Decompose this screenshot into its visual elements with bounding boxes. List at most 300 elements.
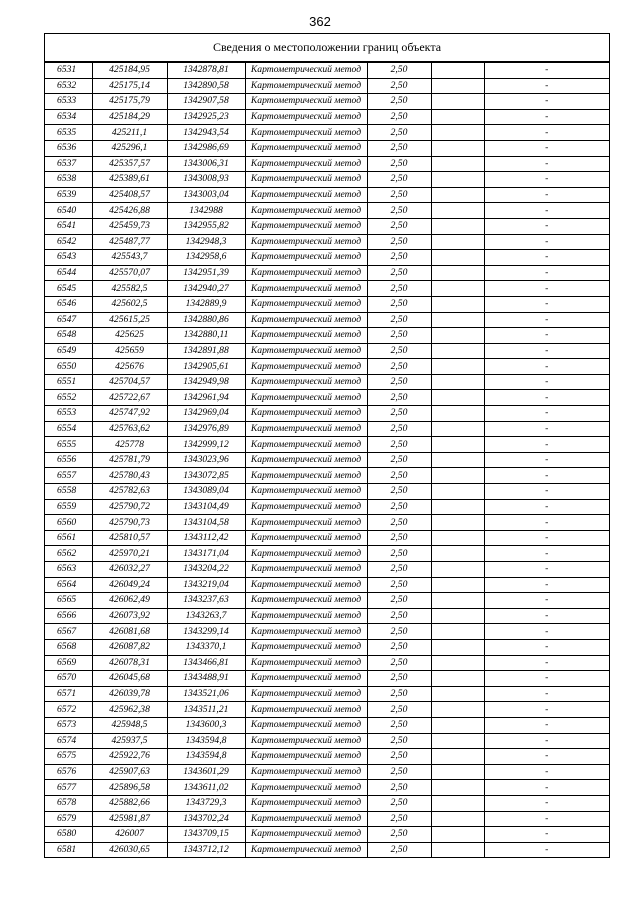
method-cell: Картометрический метод [245, 406, 367, 422]
table-row [45, 468, 609, 484]
coordinate-x-cell: 426062,49 [92, 593, 167, 609]
accuracy-cell: 2,50 [367, 312, 431, 328]
coordinate-x-cell: 425582,5 [92, 281, 167, 297]
coordinate-x-cell: 425907,63 [92, 764, 167, 780]
description-cell: - [484, 515, 609, 531]
blank-cell-cell [431, 593, 484, 609]
coordinate-x-cell: 425175,79 [92, 94, 167, 110]
point-number-cell: 6533 [45, 94, 92, 110]
table-row [45, 546, 609, 562]
table-row [45, 733, 609, 749]
coordinate-x-cell: 425722,67 [92, 390, 167, 406]
coordinate-x-cell: 425615,25 [92, 312, 167, 328]
description-cell: - [484, 203, 609, 219]
table-row [45, 593, 609, 609]
description-cell: - [484, 63, 609, 79]
point-number-cell: 6555 [45, 437, 92, 453]
description-cell: - [484, 671, 609, 687]
method-cell: Картометрический метод [245, 343, 367, 359]
coordinate-y-cell: 1342943,54 [167, 125, 245, 141]
coordinate-y-cell: 1343712,12 [167, 842, 245, 857]
coordinate-y-cell: 1343204,22 [167, 562, 245, 578]
method-cell: Картометрический метод [245, 265, 367, 281]
point-number-cell: 6546 [45, 296, 92, 312]
blank-cell-cell [431, 780, 484, 796]
point-number-cell: 6532 [45, 78, 92, 94]
method-cell: Картометрический метод [245, 312, 367, 328]
coordinate-y-cell: 1342940,27 [167, 281, 245, 297]
point-number-cell: 6543 [45, 250, 92, 266]
coordinate-y-cell: 1343709,15 [167, 827, 245, 843]
table-row [45, 265, 609, 281]
point-number-cell: 6577 [45, 780, 92, 796]
blank-cell-cell [431, 546, 484, 562]
accuracy-cell: 2,50 [367, 343, 431, 359]
coordinate-x-cell: 425882,66 [92, 795, 167, 811]
table-row [45, 234, 609, 250]
blank-cell-cell [431, 608, 484, 624]
table-row [45, 218, 609, 234]
accuracy-cell: 2,50 [367, 468, 431, 484]
table-row [45, 78, 609, 94]
point-number-cell: 6553 [45, 406, 92, 422]
coordinate-y-cell: 1342988 [167, 203, 245, 219]
coordinate-x-cell: 426049,24 [92, 577, 167, 593]
accuracy-cell: 2,50 [367, 63, 431, 79]
description-cell: - [484, 702, 609, 718]
table-row [45, 702, 609, 718]
method-cell: Картометрический метод [245, 530, 367, 546]
coordinate-y-cell: 1343466,81 [167, 655, 245, 671]
table-row [45, 172, 609, 188]
blank-cell-cell [431, 733, 484, 749]
table-row [45, 530, 609, 546]
coordinate-y-cell: 1343299,14 [167, 624, 245, 640]
method-cell: Картометрический метод [245, 468, 367, 484]
page-number: 362 [309, 14, 331, 29]
coordinate-y-cell: 1343219,04 [167, 577, 245, 593]
table-row [45, 671, 609, 687]
accuracy-cell: 2,50 [367, 795, 431, 811]
blank-cell-cell [431, 811, 484, 827]
accuracy-cell: 2,50 [367, 156, 431, 172]
point-number-cell: 6552 [45, 390, 92, 406]
point-number-cell: 6578 [45, 795, 92, 811]
description-cell: - [484, 250, 609, 266]
coordinate-y-cell: 1343594,8 [167, 733, 245, 749]
method-cell: Картометрический метод [245, 562, 367, 578]
table-row [45, 811, 609, 827]
coordinate-y-cell: 1342907,58 [167, 94, 245, 110]
accuracy-cell: 2,50 [367, 499, 431, 515]
method-cell: Картометрический метод [245, 218, 367, 234]
coordinate-x-cell: 425747,92 [92, 406, 167, 422]
method-cell: Картометрический метод [245, 577, 367, 593]
table-row [45, 608, 609, 624]
coordinate-x-cell: 425296,1 [92, 140, 167, 156]
accuracy-cell: 2,50 [367, 265, 431, 281]
blank-cell-cell [431, 639, 484, 655]
coordinate-y-cell: 1343370,1 [167, 639, 245, 655]
table-row [45, 562, 609, 578]
coordinate-x-cell: 425459,73 [92, 218, 167, 234]
blank-cell-cell [431, 374, 484, 390]
description-cell: - [484, 406, 609, 422]
blank-cell-cell [431, 218, 484, 234]
coordinate-x-cell: 425780,43 [92, 468, 167, 484]
point-number-cell: 6542 [45, 234, 92, 250]
accuracy-cell: 2,50 [367, 484, 431, 500]
method-cell: Картометрический метод [245, 452, 367, 468]
table-row [45, 109, 609, 125]
method-cell: Картометрический метод [245, 608, 367, 624]
point-number-cell: 6559 [45, 499, 92, 515]
description-cell: - [484, 562, 609, 578]
table-row [45, 515, 609, 531]
coordinate-x-cell: 426032,27 [92, 562, 167, 578]
coordinate-x-cell: 425570,07 [92, 265, 167, 281]
table-row [45, 780, 609, 796]
accuracy-cell: 2,50 [367, 94, 431, 110]
point-number-cell: 6537 [45, 156, 92, 172]
coordinate-y-cell: 1342951,39 [167, 265, 245, 281]
description-cell: - [484, 686, 609, 702]
method-cell: Картометрический метод [245, 109, 367, 125]
table-row [45, 795, 609, 811]
description-cell: - [484, 795, 609, 811]
accuracy-cell: 2,50 [367, 780, 431, 796]
coordinate-x-cell: 425426,88 [92, 203, 167, 219]
boundary-coordinates-table [45, 62, 609, 857]
description-cell: - [484, 639, 609, 655]
table-row [45, 312, 609, 328]
method-cell: Картометрический метод [245, 515, 367, 531]
accuracy-cell: 2,50 [367, 702, 431, 718]
blank-cell-cell [431, 172, 484, 188]
method-cell: Картометрический метод [245, 546, 367, 562]
coordinate-y-cell: 1342948,3 [167, 234, 245, 250]
coordinate-y-cell: 1342878,81 [167, 63, 245, 79]
description-cell: - [484, 655, 609, 671]
blank-cell-cell [431, 530, 484, 546]
coordinate-x-cell: 425948,5 [92, 717, 167, 733]
point-number-cell: 6566 [45, 608, 92, 624]
accuracy-cell: 2,50 [367, 390, 431, 406]
point-number-cell: 6561 [45, 530, 92, 546]
accuracy-cell: 2,50 [367, 686, 431, 702]
method-cell: Картометрический метод [245, 140, 367, 156]
accuracy-cell: 2,50 [367, 655, 431, 671]
coordinate-y-cell: 1342949,98 [167, 374, 245, 390]
blank-cell-cell [431, 265, 484, 281]
point-number-cell: 6576 [45, 764, 92, 780]
accuracy-cell: 2,50 [367, 562, 431, 578]
accuracy-cell: 2,50 [367, 546, 431, 562]
accuracy-cell: 2,50 [367, 296, 431, 312]
boundary-table-sheet [44, 33, 610, 858]
point-number-cell: 6567 [45, 624, 92, 640]
table-row [45, 187, 609, 203]
blank-cell-cell [431, 78, 484, 94]
description-cell: - [484, 374, 609, 390]
blank-cell-cell [431, 281, 484, 297]
blank-cell-cell [431, 702, 484, 718]
description-cell: - [484, 827, 609, 843]
description-cell: - [484, 499, 609, 515]
blank-cell-cell [431, 484, 484, 500]
point-number-cell: 6531 [45, 63, 92, 79]
coordinate-y-cell: 1342880,86 [167, 312, 245, 328]
accuracy-cell: 2,50 [367, 374, 431, 390]
method-cell: Картометрический метод [245, 624, 367, 640]
point-number-cell: 6574 [45, 733, 92, 749]
coordinate-y-cell: 1343112,42 [167, 530, 245, 546]
coordinate-x-cell: 425184,29 [92, 109, 167, 125]
coordinate-y-cell: 1342880,11 [167, 328, 245, 344]
accuracy-cell: 2,50 [367, 577, 431, 593]
method-cell: Картометрический метод [245, 421, 367, 437]
method-cell: Картометрический метод [245, 359, 367, 375]
point-number-cell: 6560 [45, 515, 92, 531]
point-number-cell: 6540 [45, 203, 92, 219]
coordinate-y-cell: 1343702,24 [167, 811, 245, 827]
coordinate-x-cell: 425389,61 [92, 172, 167, 188]
coordinate-x-cell: 425782,63 [92, 484, 167, 500]
accuracy-cell: 2,50 [367, 515, 431, 531]
description-cell: - [484, 421, 609, 437]
accuracy-cell: 2,50 [367, 764, 431, 780]
point-number-cell: 6535 [45, 125, 92, 141]
method-cell: Картометрический метод [245, 811, 367, 827]
point-number-cell: 6544 [45, 265, 92, 281]
coordinate-x-cell: 425543,7 [92, 250, 167, 266]
description-cell: - [484, 187, 609, 203]
coordinate-y-cell: 1343237,63 [167, 593, 245, 609]
coordinate-x-cell: 425211,1 [92, 125, 167, 141]
coordinate-x-cell: 425778 [92, 437, 167, 453]
blank-cell-cell [431, 686, 484, 702]
method-cell: Картометрический метод [245, 593, 367, 609]
method-cell: Картометрический метод [245, 125, 367, 141]
coordinate-y-cell: 1342905,61 [167, 359, 245, 375]
point-number-cell: 6547 [45, 312, 92, 328]
description-cell: - [484, 608, 609, 624]
coordinate-x-cell: 425625 [92, 328, 167, 344]
method-cell: Картометрический метод [245, 764, 367, 780]
blank-cell-cell [431, 452, 484, 468]
point-number-cell: 6570 [45, 671, 92, 687]
coordinate-y-cell: 1343072,85 [167, 468, 245, 484]
table-row [45, 63, 609, 79]
coordinate-y-cell: 1343729,3 [167, 795, 245, 811]
point-number-cell: 6545 [45, 281, 92, 297]
description-cell: - [484, 546, 609, 562]
point-number-cell: 6548 [45, 328, 92, 344]
description-cell: - [484, 312, 609, 328]
table-row [45, 250, 609, 266]
accuracy-cell: 2,50 [367, 78, 431, 94]
coordinate-x-cell: 426078,31 [92, 655, 167, 671]
coordinate-x-cell: 426030,65 [92, 842, 167, 857]
description-cell: - [484, 811, 609, 827]
coordinate-x-cell: 425659 [92, 343, 167, 359]
table-row [45, 686, 609, 702]
description-cell: - [484, 125, 609, 141]
table-row [45, 624, 609, 640]
method-cell: Картометрический метод [245, 187, 367, 203]
table-row [45, 749, 609, 765]
table-title: Сведения о местоположении границ объекта [45, 34, 609, 62]
description-cell: - [484, 281, 609, 297]
blank-cell-cell [431, 406, 484, 422]
method-cell: Картометрический метод [245, 172, 367, 188]
point-number-cell: 6568 [45, 639, 92, 655]
table-row [45, 842, 609, 857]
table-row [45, 359, 609, 375]
coordinate-x-cell: 425602,5 [92, 296, 167, 312]
coordinate-y-cell: 1343104,49 [167, 499, 245, 515]
table-row [45, 639, 609, 655]
blank-cell-cell [431, 764, 484, 780]
table-row [45, 484, 609, 500]
blank-cell-cell [431, 187, 484, 203]
accuracy-cell: 2,50 [367, 187, 431, 203]
method-cell: Картометрический метод [245, 749, 367, 765]
point-number-cell: 6551 [45, 374, 92, 390]
coordinate-x-cell: 425676 [92, 359, 167, 375]
method-cell: Картометрический метод [245, 671, 367, 687]
coordinate-x-cell: 426073,92 [92, 608, 167, 624]
coordinate-x-cell: 426007 [92, 827, 167, 843]
coordinate-x-cell: 426039,78 [92, 686, 167, 702]
coordinate-y-cell: 1342958,6 [167, 250, 245, 266]
description-cell: - [484, 156, 609, 172]
table-row [45, 343, 609, 359]
description-cell: - [484, 390, 609, 406]
blank-cell-cell [431, 359, 484, 375]
coordinate-y-cell: 1343601,29 [167, 764, 245, 780]
method-cell: Картометрический метод [245, 655, 367, 671]
coordinate-x-cell: 425763,62 [92, 421, 167, 437]
blank-cell-cell [431, 842, 484, 857]
blank-cell-cell [431, 577, 484, 593]
table-row [45, 374, 609, 390]
point-number-cell: 6558 [45, 484, 92, 500]
blank-cell-cell [431, 203, 484, 219]
accuracy-cell: 2,50 [367, 811, 431, 827]
description-cell: - [484, 234, 609, 250]
blank-cell-cell [431, 421, 484, 437]
coordinate-y-cell: 1342889,9 [167, 296, 245, 312]
accuracy-cell: 2,50 [367, 608, 431, 624]
table-row [45, 577, 609, 593]
blank-cell-cell [431, 795, 484, 811]
blank-cell-cell [431, 125, 484, 141]
description-cell: - [484, 265, 609, 281]
method-cell: Картометрический метод [245, 780, 367, 796]
coordinate-x-cell: 425922,76 [92, 749, 167, 765]
method-cell: Картометрический метод [245, 499, 367, 515]
coordinate-x-cell: 425962,38 [92, 702, 167, 718]
point-number-cell: 6557 [45, 468, 92, 484]
point-number-cell: 6554 [45, 421, 92, 437]
method-cell: Картометрический метод [245, 63, 367, 79]
blank-cell-cell [431, 499, 484, 515]
method-cell: Картометрический метод [245, 639, 367, 655]
coordinate-x-cell: 425937,5 [92, 733, 167, 749]
accuracy-cell: 2,50 [367, 234, 431, 250]
description-cell: - [484, 530, 609, 546]
coordinate-x-cell: 425487,77 [92, 234, 167, 250]
point-number-cell: 6579 [45, 811, 92, 827]
point-number-cell: 6571 [45, 686, 92, 702]
description-cell: - [484, 717, 609, 733]
accuracy-cell: 2,50 [367, 842, 431, 857]
point-number-cell: 6541 [45, 218, 92, 234]
table-row [45, 94, 609, 110]
description-cell: - [484, 94, 609, 110]
accuracy-cell: 2,50 [367, 639, 431, 655]
table-row [45, 421, 609, 437]
point-number-cell: 6573 [45, 717, 92, 733]
table-row [45, 156, 609, 172]
description-cell: - [484, 468, 609, 484]
coordinate-y-cell: 1343600,3 [167, 717, 245, 733]
table-row [45, 717, 609, 733]
blank-cell-cell [431, 140, 484, 156]
blank-cell-cell [431, 63, 484, 79]
accuracy-cell: 2,50 [367, 733, 431, 749]
point-number-cell: 6563 [45, 562, 92, 578]
table-row [45, 296, 609, 312]
coordinate-y-cell: 1343089,04 [167, 484, 245, 500]
description-cell: - [484, 296, 609, 312]
point-number-cell: 6580 [45, 827, 92, 843]
coordinate-y-cell: 1342976,89 [167, 421, 245, 437]
method-cell: Картометрический метод [245, 686, 367, 702]
blank-cell-cell [431, 343, 484, 359]
method-cell: Картометрический метод [245, 390, 367, 406]
description-cell: - [484, 140, 609, 156]
table-row [45, 125, 609, 141]
coordinate-x-cell: 425981,87 [92, 811, 167, 827]
coordinate-x-cell: 425357,57 [92, 156, 167, 172]
description-cell: - [484, 343, 609, 359]
table-row [45, 827, 609, 843]
blank-cell-cell [431, 156, 484, 172]
table-row [45, 764, 609, 780]
accuracy-cell: 2,50 [367, 593, 431, 609]
accuracy-cell: 2,50 [367, 421, 431, 437]
coordinate-x-cell: 425408,57 [92, 187, 167, 203]
blank-cell-cell [431, 671, 484, 687]
description-cell: - [484, 218, 609, 234]
accuracy-cell: 2,50 [367, 125, 431, 141]
accuracy-cell: 2,50 [367, 530, 431, 546]
accuracy-cell: 2,50 [367, 624, 431, 640]
coordinate-y-cell: 1342925,23 [167, 109, 245, 125]
accuracy-cell: 2,50 [367, 749, 431, 765]
coordinate-y-cell: 1343104,58 [167, 515, 245, 531]
accuracy-cell: 2,50 [367, 218, 431, 234]
method-cell: Картометрический метод [245, 94, 367, 110]
coordinate-y-cell: 1343023,96 [167, 452, 245, 468]
coordinate-x-cell: 425790,73 [92, 515, 167, 531]
method-cell: Картометрический метод [245, 250, 367, 266]
description-cell: - [484, 328, 609, 344]
description-cell: - [484, 78, 609, 94]
accuracy-cell: 2,50 [367, 406, 431, 422]
